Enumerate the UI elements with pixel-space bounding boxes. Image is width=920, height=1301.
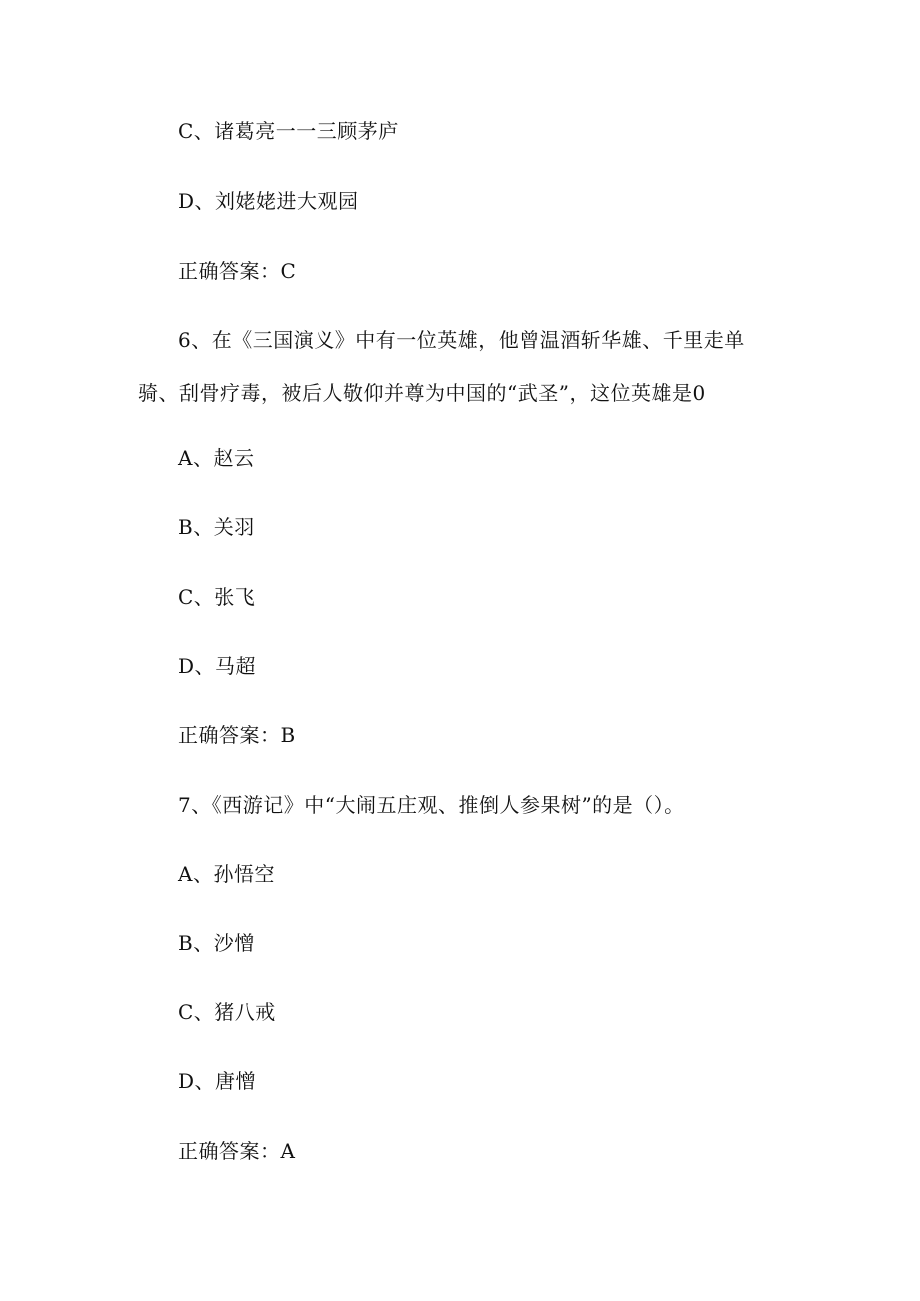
q6-stem-line2: 骑、刮骨疗毒，被后人敬仰并尊为中国的“武圣”，这位英雄是0 [138, 381, 706, 405]
q6-option-b: B、关羽 [178, 515, 255, 539]
q7-option-b: B、沙憎 [178, 931, 255, 955]
q7-answer: 正确答案：A [178, 1139, 296, 1163]
q7-option-d: D、唐憎 [178, 1069, 257, 1093]
q6-option-a: A、赵云 [178, 446, 255, 470]
q6-stem-line1: 6、在《三国演义》中有一位英雄，他曾温酒斩华雄、千里走单 [178, 328, 745, 352]
q6-answer: 正确答案：B [178, 723, 296, 747]
q5-option-d: D、刘姥姥进大观园 [178, 189, 359, 213]
q6-option-d: D、马超 [178, 654, 257, 678]
q7-option-a: A、孙悟空 [178, 862, 275, 886]
q7-option-c: C、猪八戒 [178, 1000, 276, 1024]
q5-answer: 正确答案：C [178, 259, 297, 283]
q6-option-c: C、张飞 [178, 585, 256, 609]
q7-stem: 7、《西游记》中“大闹五庄观、推倒人参果树”的是（）。 [178, 793, 685, 817]
q5-option-c: C、诸葛亮一一三顾茅庐 [178, 119, 399, 143]
